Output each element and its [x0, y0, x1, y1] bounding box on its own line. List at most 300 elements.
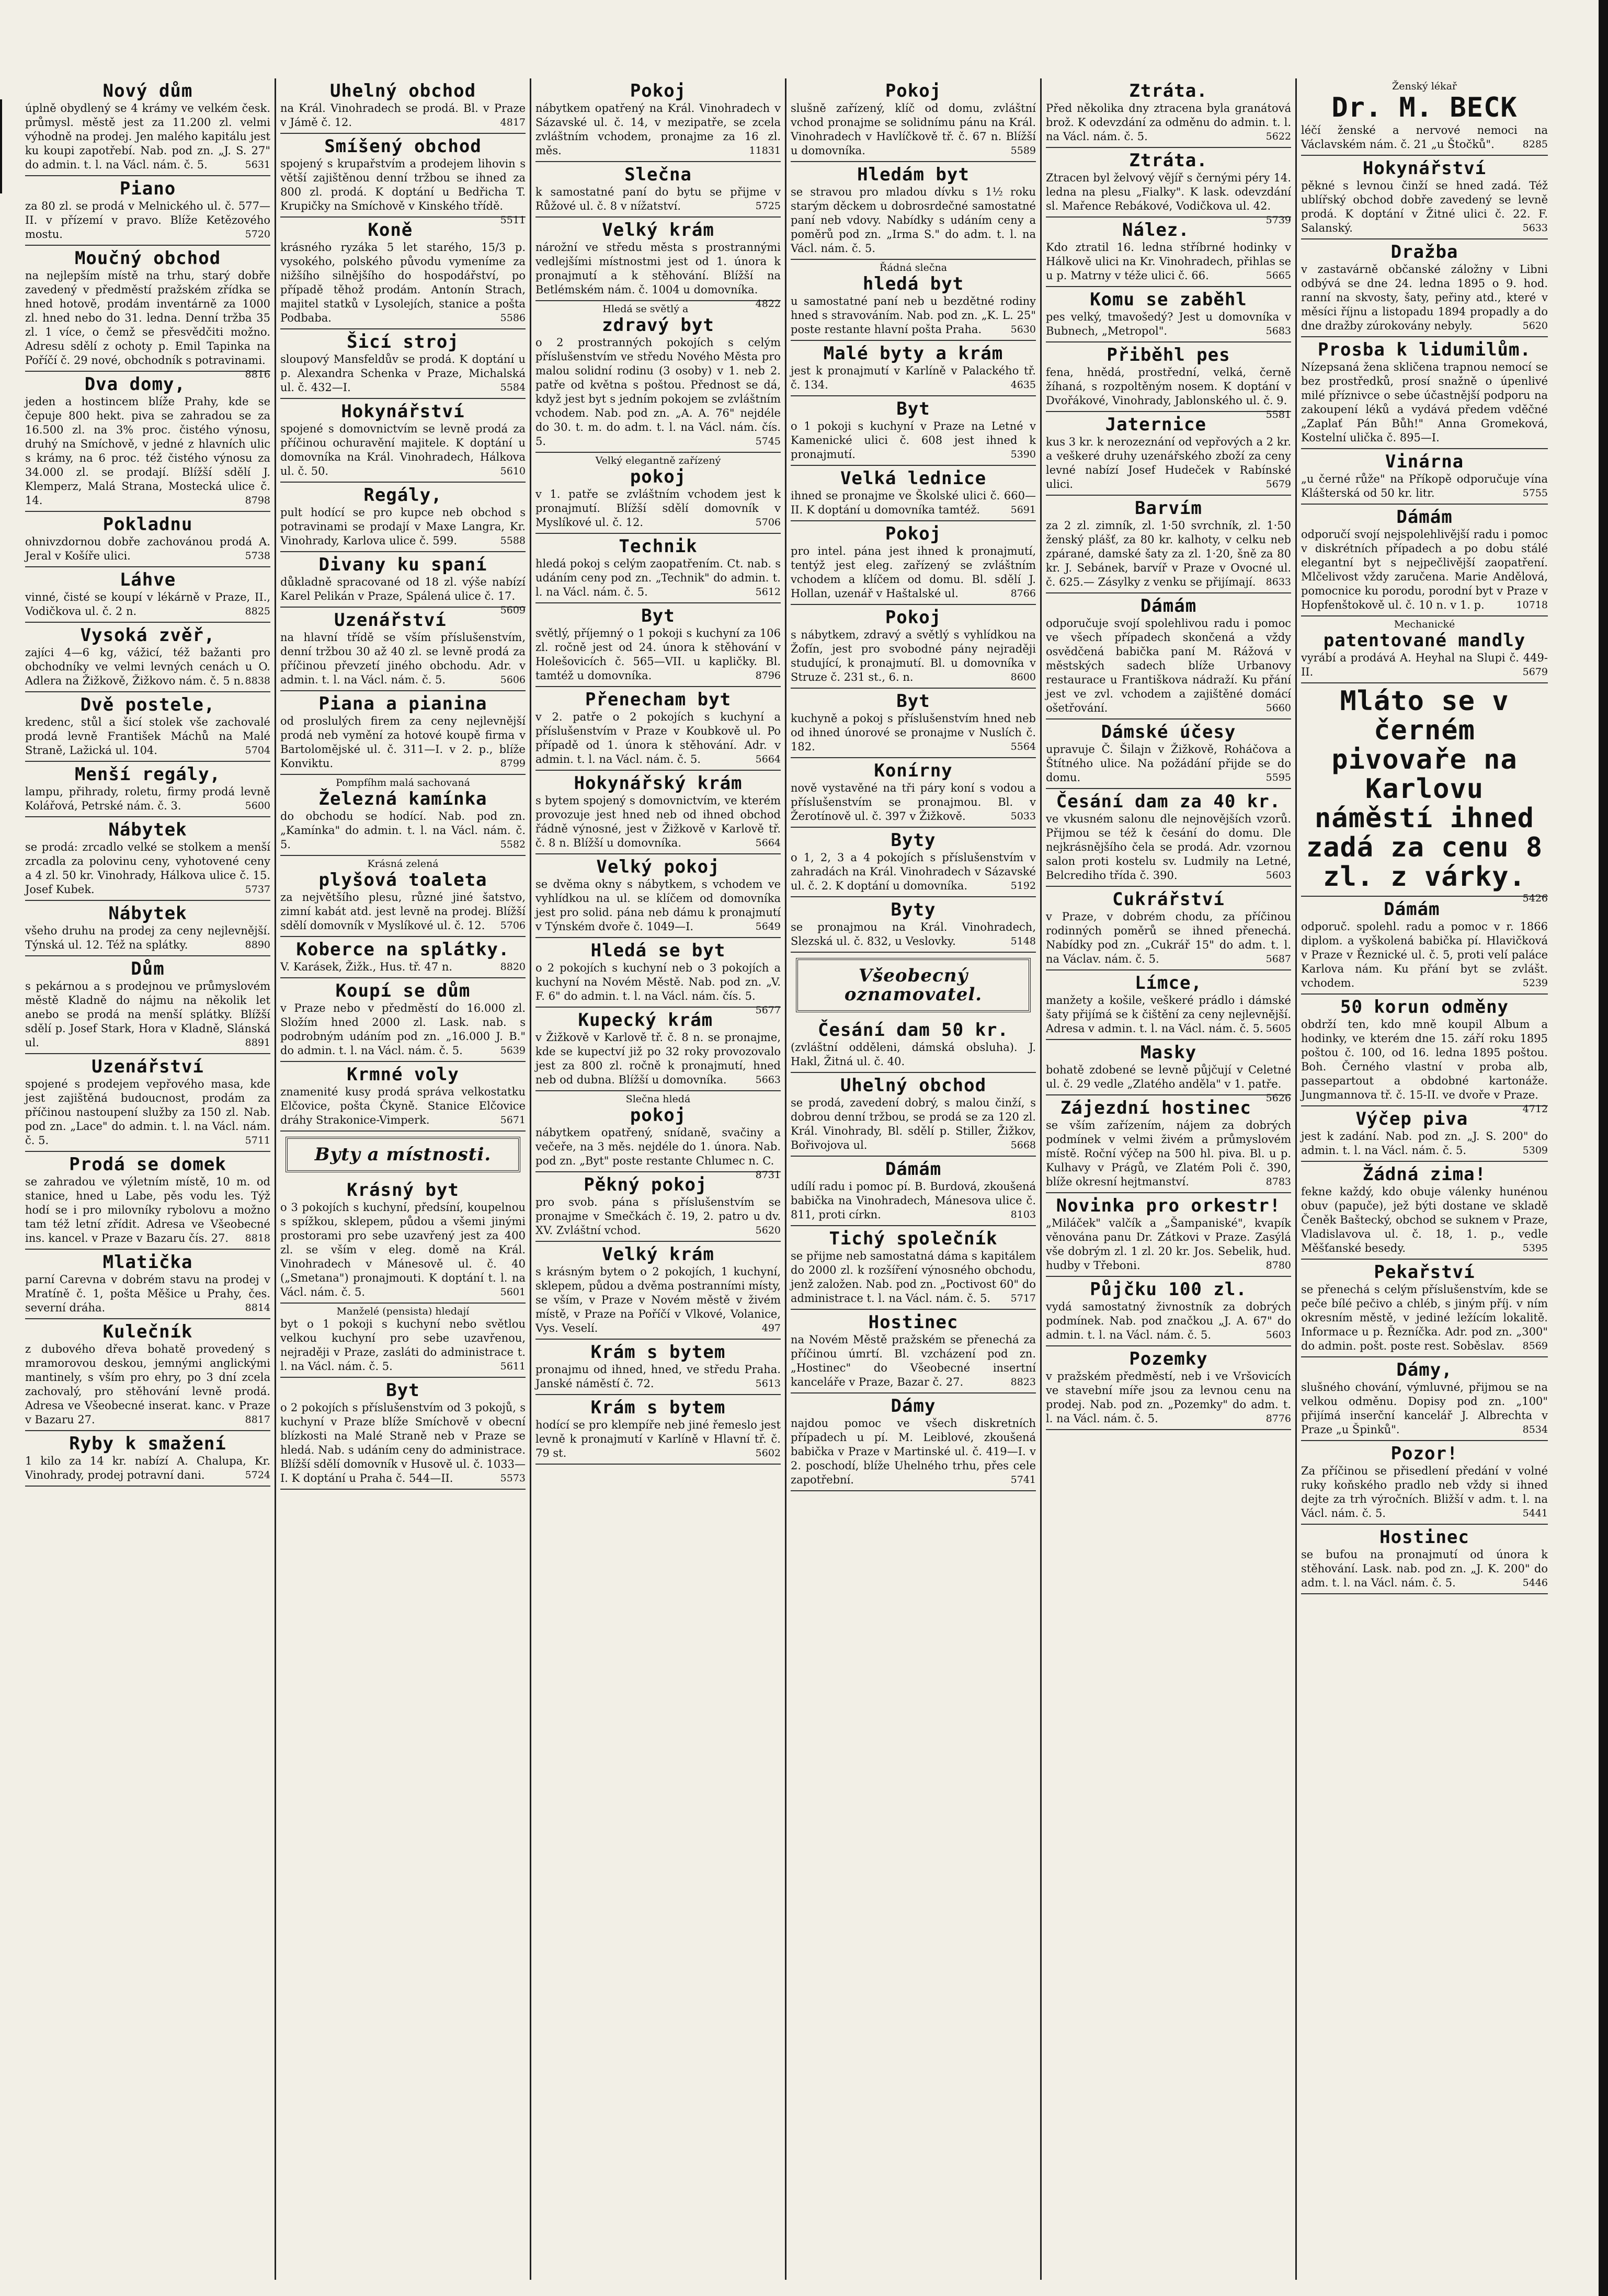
ad-number: 5738 [245, 550, 270, 562]
ad-title: Pozemky [1129, 1349, 1208, 1369]
classified-ad [535, 301, 781, 453]
ad-number: 5603 [1265, 1329, 1291, 1341]
page-edge-marks [0, 99, 13, 193]
ad-title: Technik [619, 536, 698, 557]
classified-ad [25, 246, 270, 380]
ad-number: 8766 [1010, 588, 1036, 599]
ad-title: Vinárna [1385, 451, 1464, 472]
ad-number: 5426 [1522, 893, 1548, 904]
classified-ad [535, 1340, 781, 1395]
ad-title: Nábytek [108, 819, 187, 840]
ad-number: 8780 [1265, 1260, 1291, 1271]
ad-title: Dámy, [1396, 1360, 1453, 1380]
ad-title: Dámy [891, 1396, 936, 1417]
ad-text: hledá pokoj s celým zaopatřením. Ct. nab. s udáním ceny pod zn. „Technik" do admin. t. l. na Václ. nám. č. 5. 5612 [535, 557, 781, 598]
ad-pretitle: Ženský lékař [1392, 81, 1457, 92]
ad-title: Krásný byt [347, 1180, 459, 1201]
classified-ad [791, 1018, 1036, 1073]
ad-number: 5633 [1522, 222, 1548, 234]
ad-number: 8820 [500, 961, 526, 973]
ad-title: Dům [131, 958, 165, 979]
ad-title: Nález. [1122, 220, 1190, 241]
ad-number: 5581 [1265, 409, 1291, 420]
classified-ad [280, 856, 526, 937]
ad-title: Nábytek [108, 903, 187, 924]
classified-ad [535, 1395, 781, 1465]
ad-number: 8823 [1010, 1376, 1036, 1388]
ad-number: 5192 [1010, 880, 1036, 892]
ad-title: Novinka pro orkestr! [1056, 1195, 1281, 1216]
ad-title: Kupecký krám [578, 1010, 713, 1031]
ad-title: Dr. M. BECK [1331, 92, 1518, 123]
classified-ad [791, 396, 1036, 466]
ad-title: Krám s bytem [590, 1397, 726, 1418]
ad-number: 8731 [755, 1169, 781, 1181]
ad-title: Vysoká zvěř, [80, 625, 215, 646]
ad-number: 11831 [749, 145, 781, 156]
ad-text: spojený s krupařstvím a prodejem lihovin s větší zajištěnou denní tržbou se ihned za 800 zl. prodá. K doptání u Bedřicha T. Krupičky na Smíchově v Kinského třídě. 5511 [280, 157, 526, 213]
ad-text: odporuč. spolehl. radu a pomoc v r. 1866 diplom. a vyškolená babička pí. Hlavičková v Praze v Řeznické ul. č. 5, proti velí paláce Karlova nám. Ku přání byt se zvlášt. vchodem. 5239 [1301, 920, 1548, 989]
classified-ad [791, 341, 1036, 396]
ad-title: Velká lednice [840, 468, 987, 489]
ad-title: Divany ku spaní [318, 554, 487, 575]
ad-number: 4635 [1010, 379, 1036, 391]
classified-ad [280, 78, 526, 134]
ad-text: za největšího plesu, různé jiné šatstvo, zimní kabát atd. jest levně na prodej. Blížší sdělí domovník v Myslíkové ul. č. 12. 5706 [280, 891, 526, 932]
ad-number: 5711 [245, 1135, 270, 1146]
ad-number: 5601 [500, 1286, 526, 1298]
classified-ad [1046, 78, 1291, 148]
ad-title: Pokoj [885, 607, 942, 628]
classified-ad [791, 1310, 1036, 1393]
ad-title: Slečna [624, 164, 692, 185]
ad-text: o 3 pokojích s kuchyní, předsíní, koupelnou s spížkou, sklepem, půdou a všemi jinými prostorami pro sebe uzavřený jest za 400 zl. se vším v eleg. domě na Král. Vinohradech v Mánesově ul. č. 40 („Smetana") pronajmouti. K doptání t. l. na Václ. nám. č. 5. 5601 [280, 1201, 526, 1298]
classified-ad [25, 1319, 270, 1431]
classified-ad [1046, 342, 1291, 420]
column-2 [276, 78, 531, 2280]
ad-title: Dražba [1390, 242, 1458, 262]
ad-pretitle: Manželé (pensista) hledají [336, 1306, 470, 1317]
classified-ad [1301, 897, 1548, 995]
ad-text: pro intel. pána jest ihned k pronajmutí, tentýž jest eleg. zařízený se zvláštním vchodem a klíčem od domu. Bl. sdělí J. Hollan, uzenář v Haštalské ul. 8766 [791, 545, 1036, 600]
ad-number: 5660 [1265, 702, 1291, 714]
newspaper-page [21, 78, 1595, 2280]
ad-text: k samostatné paní do bytu se přijme v Růžové ul. č. 8 v nížatství. 5725 [535, 186, 781, 212]
ad-number: 5610 [500, 465, 526, 477]
ad-title: Byty [891, 830, 936, 851]
ad-number: 5511 [500, 214, 526, 226]
ad-number: 5639 [500, 1045, 526, 1056]
ad-text: „u černé růže" na Příkopě odporučuje vína Klášterská od 50 kr. litr. 5755 [1301, 473, 1548, 499]
ad-number: 5589 [1010, 145, 1036, 156]
classified-ad [535, 687, 781, 771]
ad-title: Masky [1140, 1042, 1197, 1063]
classified-ad [791, 466, 1036, 521]
ad-number: 5613 [755, 1378, 781, 1389]
classified-ad [25, 762, 270, 817]
ad-title: Ryby k smažení [69, 1433, 226, 1454]
classified-ad [535, 1008, 781, 1091]
ad-title: Menší regály, [74, 764, 221, 785]
ad-text: na nejlepším místě na trhu, starý dobře zavedený v předměstí pražském zřídka se hned hotově, prodám inventárně za 1000 zl. hned nebo do 31. ledna. Denní tržba 35 zl. 1 více, o čemž se přesvědčiti možno. Adresu sdělí z ochoty p. Emil Tapinka na Poříčí č. 29 nové, obchodník s potravinami. 8816 [25, 269, 270, 368]
ad-title: Dvě postele, [80, 694, 215, 715]
ad-title: Uzenářství [334, 610, 447, 631]
classified-ad [791, 897, 1036, 953]
ad-text: Ztracen byl želvový vějíř s černými péry 14. ledna na plesu „Fialky". K lask. odevzdání sl. Mařence Rebákové, Vodičkova ul. 42. 5739 [1046, 171, 1291, 213]
ad-title: Piano [119, 178, 176, 199]
ad-number: 5390 [1010, 449, 1036, 460]
ad-text: s krásným bytem o 2 pokojích, 1 kuchyní, sklepem, půdou a dvěma postranními místy, se vším, v Praze v Novém městě v živém místě, v Praze na Poříčí v Vlkové, Volanice, Vys. Veselí. 497 [535, 1265, 781, 1334]
ad-text: spojené s prodejem vepřového masa, kde jest zajištěná budoucnost, prodám za příčinou nastoupení služby za 150 zl. Nab. pod zn. „Lace" do admin. t. l. na Václ. nám. č. 5. 5711 [25, 1078, 270, 1147]
ad-title: 50 korun odměny [1340, 997, 1509, 1018]
ad-number: 5611 [500, 1361, 526, 1372]
ad-title: pokoj [630, 466, 687, 487]
classified-ad [791, 1157, 1036, 1226]
ad-text: v 1. patře se zvláštním vchodem jest k pronajmutí. Blížší sdělí domovník v Myslíkové ul. č. 12. 5706 [535, 488, 781, 529]
ad-text: odporučuje svojí spolehlivou radu i pomoc ve všech případech skončená a vždy osvědčená babička paní M. Rážová v městských sadech blíže Urbanovy restaurace u Františkova nádraží. Ku přání jest ve zvl. vchodem a zajištěné domácí ošetřování. 5660 [1046, 617, 1291, 714]
ad-text: s pekárnou a s prodejnou ve průmyslovém městě Kladně do nájmu na několik let anebo se prodá na menší splátky. Blížší sdělí p. Josef Stark, Hora v Kladně, Slánská ul. 8891 [25, 980, 270, 1049]
ad-number: 4712 [1522, 1103, 1548, 1115]
ad-title: Česání dam za 40 kr. [1056, 791, 1281, 812]
classified-ad [25, 176, 270, 246]
ad-text: fena, hnědá, prostřední, velká, černě žíhaná, s rozpoltěným nosem. K doptání v Dvořákové, Vinohrady, Jablonského ul. č. 9. 5581 [1046, 365, 1291, 408]
classified-ad [25, 956, 270, 1054]
ad-number: 5582 [500, 839, 526, 850]
classified-ad [1301, 1441, 1548, 1525]
ad-text: slušně zařízený, klíč od domu, zvláštní vchod pronajme se solidnímu pánu na Král. Vinohradech v Havlíčkově tř. č. 67 n. Blížší u domovníka. 5589 [791, 102, 1036, 157]
ad-text: na Novém Městě pražském se přenechá za příčinou úmrtí. Bl. vzcházení pod zn. „Hostinec" do Všeobecné insertní kanceláře v Praze, Bazar č. 27. 8823 [791, 1333, 1036, 1388]
ad-title: Láhve [119, 569, 176, 590]
column-4 [786, 78, 1042, 2280]
ad-number: 497 [761, 1322, 781, 1334]
ad-number: 5609 [500, 604, 526, 616]
ad-number: 5441 [1522, 1507, 1548, 1519]
classified-ad [25, 1250, 270, 1319]
classified-ad [280, 483, 526, 552]
classified-ad [1301, 1260, 1548, 1357]
ad-text: odporučí svojí nejspolehlivější radu i pomoc v diskrétních případech a po dobu stálé elegantní byt s nejpečlivější zaopatření. Mlčelivost vždy zaručena. Marie Andělová, pomocnice ku porodu, porodní byt v Praze v Hopfenštokově ul. č. 10 n. v 1. p. 10718 [1301, 528, 1548, 611]
ad-number: 5691 [1010, 504, 1036, 516]
ad-pretitle: Slečna hledá [625, 1093, 691, 1105]
ad-number: 8534 [1522, 1424, 1548, 1435]
ad-text: se bufou na pronajmutí od února k stěhování. Lask. nab. pod zn. „J. K. 200" do adm. t. l. na Václ. nám. č. 5. 5446 [1301, 1548, 1548, 1589]
ad-text: pronajmu od ihned, hned, ve středu Praha. Janské náměstí č. 72. 5613 [535, 1363, 781, 1390]
ad-text: v Praze nebo v předměstí do 16.000 zl. Složím hned 2000 zl. Lask. nab. s podrobným udáním pod zn. „16.000 J. B." do admin. t. l. na Václ. nám. č. 5. 5639 [280, 1002, 526, 1057]
ad-number: 5720 [245, 229, 270, 240]
ad-text: světlý, příjemný o 1 pokoji s kuchyní za 106 zl. ročně jest od 24. února k stěhování v Holešovicích č. 565—VII. u kapličky. Bl. tamtéž u domovníka. 8796 [535, 627, 781, 682]
ad-text: se přenechá s celým příslušenstvím, kde se peče bílé pečivo a chléb, s jiným příj. v ním okresním městě, v jediné ležícím lokalitě. Informace u p. Řezníčka. Adr. pod zn. „300" do admin. pošt. poste rest. Soběslav. 8569 [1301, 1283, 1548, 1352]
classified-ad [791, 1226, 1036, 1310]
ad-text: parní Carevna v dobrém stavu na prodej v Mratíně č. 1, pošta Měšice u Prahy, čes. severní dráha. 8814 [25, 1273, 270, 1314]
ad-text: za 2 zl. zimník, zl. 1·50 svrchník, zl. 1·50 ženský plášť, za 80 kr. kalhoty, v celku neb zpárané, damské šaty za zl. 1·20, šně za 80 kr. J. Sebánek, barvíř v Praze v Ovocné ul. č. 625.— Zásylky z venku se přijímají. 8633 [1046, 519, 1291, 588]
ad-title: Piana a pianina [318, 693, 487, 714]
classified-ad [1301, 1106, 1548, 1162]
classified-ad [280, 399, 526, 483]
ad-number: 10718 [1516, 599, 1548, 611]
ad-text: bohatě zdobené se levně půjčují v Celetné ul. č. 29 vedle „Zlatého anděla" v 1. patře. 5626 [1046, 1063, 1291, 1091]
classified-ad [25, 1431, 270, 1487]
classified-ad [535, 534, 781, 603]
ad-pretitle: Krásná zelená [367, 858, 439, 870]
ad-text: fekne každý, kdo obuje válenky hunénou obuv (papuče), jež býti dostane ve skladě Čeněk Baštecký, obchod se suknem v Praze, Vladislavova ul. č. 18, 1. p., vedle Měšťanské besedy. 5395 [1301, 1185, 1548, 1254]
ad-title: Dámám [1396, 507, 1453, 528]
ad-text: se prodá, zavedení dobrý, s malou činží, s dobrou denní tržbou, se prodá se za 120 zl. Král. Vinohrady, Bl. sdělí p. Stiller, Žižkov, Bořivojova ul. 5668 [791, 1096, 1036, 1151]
classified-ad [1301, 1162, 1548, 1260]
column-1 [21, 78, 276, 2280]
ad-text: o 1 pokoji s kuchyní v Praze na Letné v Kamenické ulici č. 608 jest ihned k pronajmutí. 5390 [791, 420, 1036, 461]
ad-title: Byt [386, 1380, 420, 1401]
ad-text: u samostatné paní neb u bezdětné rodiny hned s stravováním. Nab. pod zn. „K. L. 25" poste restante hlavní pošta Praha. 5630 [791, 295, 1036, 336]
ad-title: Jaternice [1105, 414, 1206, 435]
ad-text: kus 3 kr. k nerozeznání od vepřových a 2 kr. a veškeré druhy uzenářského zboží za ceny levné nabízí Josef Hudeček v Rabínské ulici. 5679 [1046, 436, 1291, 490]
ad-title: Hledám byt [857, 164, 970, 185]
classified-ad [25, 78, 270, 176]
ad-text: nábytkem opatřený na Král. Vinohradech v Sázavské ul. č. 14, v mezipatře, se zcela zvláštním vchodem, pronajme za 16 zl. měs. 11831 [535, 102, 781, 157]
ad-number: 5584 [500, 382, 526, 393]
ad-text: v Praze, v dobrém chodu, za příčinou rodinných poměrů se ihned přenechá. Nabídky pod zn. „Cukrář 15" do adm. t. l. na Václav. nám. č. 5. 5687 [1046, 910, 1291, 965]
classified-ad [1046, 148, 1291, 226]
ad-title: Pěkný pokoj [584, 1174, 708, 1195]
ad-text: znamenité kusy prodá správa velkostatku Elčovice, pošta Čkyně. Stanice Elčovice dráhy Strakonice-Vimperk. 5671 [280, 1086, 526, 1126]
ad-number: 8569 [1522, 1340, 1548, 1352]
column-6 [1297, 78, 1552, 2280]
ad-text: o 2 prostranných pokojích s celým příslušenstvím ve středu Nového Města pro malou solidní rodinu (3 osoby) v 1. neb 2. patře od května s poštou. Přednost se dá, když jest byt s jedním pokojem se zvláštním vchodem. Nab. pod zn. „A. A. 76" nejdéle do 30. t. m. do adm. t. l. na Václ. nám. čís. 5. 5745 [535, 336, 781, 448]
classified-ad [796, 958, 1031, 1012]
classified-ad [535, 1091, 781, 1181]
ad-number: 5620 [1522, 320, 1548, 332]
ad-title: Uhelný obchod [329, 81, 476, 101]
ad-text: kredenc, stůl a šicí stolek vše zachovalé prodá levně František Máchů na Malé Straně, Lažická ul. 104. 5704 [25, 716, 270, 757]
ad-number: 5630 [1010, 324, 1036, 335]
ad-text: jeden a hostincem blíže Prahy, kde se čepuje 800 hekt. piva se zahradou se za 16.500 zl. na 3% proc. čistého výnosu, druhý na Smíchově, v jedné z hlavních ulic s krámy, na 6 proc. též čistého výnosu za 34.000 zl. se prodají. Blížší sdělí J. Klemperz, Malá Strana, Mostecká ulice č. 14. 8798 [25, 395, 270, 507]
ad-text: vydá samostatný živnostník za dobrých podmínek. Nab. pod značkou „J. A. 67" do admin. t. l. na Václ. nám. č. 5. 5603 [1046, 1300, 1291, 1341]
ad-number: 5600 [245, 800, 270, 812]
ad-title: Límce, [1135, 973, 1202, 993]
classified-ad [791, 605, 1036, 689]
ad-text: z dubového dřeva bohatě provedený s mramorovou deskou, jemnými anglickými mantinely, s vším pro ehry, po 3 dní zcela zachovalý, pro stěhování levně prodá. Adresa ve Všeobecné inserat. kanc. v Praze v Bazaru 27. 8817 [25, 1343, 270, 1426]
classified-ad [1301, 616, 1548, 683]
classified-ad [25, 372, 270, 512]
classified-ad [1301, 995, 1548, 1115]
ad-pretitle: Hledá se světlý a [602, 303, 689, 315]
ad-title: Koupí se dům [335, 980, 471, 1001]
ad-title: Barvím [1135, 498, 1202, 519]
ad-title: Pokoj [885, 523, 942, 544]
classified-ad [280, 1304, 526, 1378]
ad-text: s bytem spojený s domovnictvím, ve kterém provozuje jest hned neb od ihned obchod řádně výnosné, jest v Žižkově v Karlově tř. č. 8 n. Blížší u domovníka. 5664 [535, 794, 781, 849]
classified-ad [1046, 1040, 1291, 1104]
ad-text: „Miláček" valčík a „Šampaniské", kvapík věnována panu Dr. Zátkovi v Praze. Zasýlá vše dobrým zl. 1 zl. 20 kr. Jos. Sebelik, hud. hudby v Třeboni. 8780 [1046, 1217, 1291, 1272]
ad-text: důkladně spracované od 18 zl. výše nabízí Karel Pelikán v Praze, Spálená ulice č. 17. 5609 [280, 575, 526, 603]
ad-number: 8891 [245, 1037, 270, 1048]
ad-pretitle: Pompfíhm malá sachovaná [336, 777, 470, 789]
ad-title: Ztráta. [1129, 81, 1208, 101]
ad-number: 5679 [1522, 666, 1548, 678]
ad-number: 5239 [1522, 977, 1548, 989]
classified-ad [791, 260, 1036, 341]
ad-number: 5717 [1010, 1293, 1036, 1304]
classified-ad [1046, 412, 1291, 496]
ad-title: Mláto se v černém pivovaře na Karlovu náměstí ihned zadá za cenu 8 zl. z várky. [1306, 686, 1543, 893]
classified-ad [25, 1054, 270, 1152]
ad-title: Uzenářství [92, 1056, 204, 1077]
ad-number: 5631 [245, 159, 270, 170]
ad-title: Konírny [874, 760, 953, 781]
ad-text: pult hodící se pro kupce neb obchod s potravinami se prodají v Maxe Langra, Kr. Vinohrady, Karlova ulice č. 599. 5588 [280, 506, 526, 547]
ad-text: hodící se pro klempíře neb jiné řemeslo jest levně k pronajmutí v Karlíně v Hlavní tř. č. 79 st. 5602 [535, 1419, 781, 1459]
classified-ad [791, 689, 1036, 758]
classified-ad [791, 1393, 1036, 1491]
ad-number: 8825 [245, 606, 270, 617]
ad-title: Pozor! [1390, 1443, 1458, 1464]
classified-ad [286, 1137, 520, 1172]
ad-number: 5588 [500, 535, 526, 546]
ad-number: 5706 [755, 517, 781, 528]
ad-title: Hokynářství [1362, 158, 1487, 179]
ad-text: pes velký, tmavošedý? Jest u domovníka v Bubnech, „Metropol". 5683 [1046, 311, 1291, 337]
ad-number: 8818 [245, 1232, 270, 1244]
ad-text: ve vkusném salonu dle nejnovějších vzorů. Přijmou se též k česání do domu. Dle nejkrásnějšího čela se prodá. Adr. vzornou salon proti kostelu sv. Ludmily na Letné, Belcrediho třída č. 390. 5603 [1046, 813, 1291, 882]
ad-text: upravuje Č. Šilajn v Žižkově, Roháčova a Štítného ulice. Na požádání přijde se do domu. 5595 [1046, 743, 1291, 784]
ad-title: Přenecham byt [585, 689, 732, 710]
ad-text: ihned se pronajme ve Školské ulici č. 660—II. K doptání u domovníka tamtéž. 5691 [791, 489, 1036, 516]
ad-number: 5626 [1265, 1092, 1291, 1104]
ad-text: léčí ženské a nervové nemoci na Václavském nám. č. 21 „u Štočků". 8285 [1301, 124, 1548, 151]
ad-number: 8817 [245, 1414, 270, 1425]
ad-text: sloupový Mansfeldův se prodá. K doptání u p. Alexandra Schenka v Praze, Michalská ul. č. 432—I. 5584 [280, 353, 526, 394]
ad-text: jest k zadání. Nab. pod zn. „J. S. 200" do admin. t. l. na Václ. nám. č. 5. 5309 [1301, 1130, 1548, 1157]
ad-text: pěkné s levnou činží se hned zadá. Též ublířský obchod dobře zavedený se levně prodá. K doptání v Žitné ulici č. 22. F. Salanský. 5633 [1301, 179, 1548, 234]
ad-title: Cukrářství [1112, 889, 1225, 910]
ad-title: Krmné voly [347, 1064, 459, 1085]
ad-text: s nábytkem, zdravý a světlý s vyhlídkou na Žofín, jest pro svobodné pány nejraději studující, k pronajmutí. Bl. u domovníka v Struze č. 231 st., 6. n. 8600 [791, 629, 1036, 683]
classified-ad [1046, 287, 1291, 342]
classified-ad [25, 692, 270, 762]
ad-text: spojené s domovnictvím se levně prodá za příčinou ochuravění majitele. K doptání u domovníka na Král. Vinohradech, Hálkova ul. č. 50. 5610 [280, 422, 526, 477]
ad-title: patentované mandly [1323, 630, 1526, 651]
ad-number: 5148 [1010, 935, 1036, 947]
ad-number: 8838 [245, 675, 270, 687]
ad-title: Pokoj [885, 81, 942, 101]
ad-text: Za příčinou se přisedlení předání v volné ruky koňského pradlo neb vždy si ihned dejte za trh výročních. Bližší v adm. t. l. na Václ. nám. č. 5. 5441 [1301, 1465, 1548, 1520]
ad-number: 5704 [245, 745, 270, 756]
ad-title: Hokynářství [341, 401, 465, 422]
ad-text: Kdo ztratil 16. ledna stříbrné hodinky v Hálkově ulici na Kr. Vinohradech, přihlas se u p. Matrny v téže ulici č. 66. 5665 [1046, 241, 1291, 282]
classified-ad [1301, 156, 1548, 239]
ad-number: 5677 [755, 1004, 781, 1016]
ad-number: 5739 [1265, 214, 1291, 226]
ad-title: Hostinec [1379, 1527, 1469, 1548]
classified-ad [535, 854, 781, 938]
ad-title: Malé byty a krám [823, 343, 1003, 364]
classified-ad [280, 1378, 526, 1490]
ad-text: vyrábí a prodává A. Heyhal na Slupi č. 449-II. 5679 [1301, 652, 1548, 678]
classified-ad [535, 78, 781, 162]
ad-text: se dvěma okny s nábytkem, s vchodem ve vyhlídkou na ul. se klíčem od domovníka jest pro solid. pána neb dámu k pronajmutí v Týnském dvoře č. 1049—I. 5649 [535, 878, 781, 933]
ad-text: v Žižkově v Karlově tř. č. 8 n. se pronajme, kde se kupectví již po 32 roky provozovalo jest za 800 zl. ročně k pronajmutí, hned neb od dubna. Blížší u domovníka. 5663 [535, 1031, 781, 1086]
ad-title: zdravý byt [602, 315, 714, 336]
ad-number: 5564 [1010, 741, 1036, 752]
ad-title: Přiběhl pes [1107, 345, 1230, 365]
classified-ad [1301, 683, 1548, 904]
ad-title: Koberce na splátky. [296, 939, 510, 960]
classified-ad [1301, 78, 1548, 156]
ad-text: nově vystavěné na tři páry koní s vodou a příslušenstvím se pronajmou. Bl. v Žerotínově ul. č. 397 v Žižkově. 5033 [791, 782, 1036, 823]
ad-title: Smíšený obchod [324, 136, 482, 157]
ad-number: 5724 [245, 1469, 270, 1481]
ad-number: 5573 [500, 1472, 526, 1484]
classified-ad [535, 938, 781, 1016]
ad-number: 5664 [755, 837, 781, 849]
classified-ad [280, 691, 526, 775]
ad-text: ohnivzdornou dobře zachovánou prodá A. Jeral v Košíře ulici. 5738 [25, 535, 270, 562]
ad-number: 8890 [245, 939, 270, 951]
ad-text: všeho druhu na prodej za ceny nejlevnější. Týnská ul. 12. Též na splátky. 8890 [25, 924, 270, 951]
ad-number: 5679 [1265, 478, 1291, 490]
ad-text: se pronajmou na Král. Vinohradech, Slezská ul. č. 832, u Veslovky. 5148 [791, 921, 1036, 947]
classified-ad [1046, 970, 1291, 1040]
ad-title: Dámské účesy [1101, 722, 1236, 743]
ad-title: Byt [641, 606, 675, 626]
ad-title: pokoj [630, 1105, 687, 1126]
ad-number: 5605 [1265, 1023, 1291, 1034]
ad-number: 5745 [755, 436, 781, 447]
classified-ad [1301, 505, 1548, 616]
classified-ad [1046, 887, 1291, 970]
ad-title: Česání dam 50 kr. [818, 1020, 1009, 1041]
ad-title: Pekařství [1374, 1262, 1475, 1283]
ad-number: 8783 [1265, 1176, 1291, 1187]
ad-text: slušného chování, výmluvné, přijmou se na velkou odměnu. Dopisy pod zn. „100" přijímá inserční kancelář J. Albrechta v Praze „u Špinků". 8534 [1301, 1381, 1548, 1436]
ad-pretitle: Mechanické [1394, 619, 1455, 630]
ad-text: nárožní ve středu města s prostrannými vedlejšími místnostmi jest od 1. února k pronajmutí a k stěhování. Blížší na Betlémském nám. č. 1004 u domovníka. 4822 [535, 241, 781, 297]
ad-title: Hostinec [868, 1312, 959, 1333]
ad-text: úplně obydlený se 4 krámy ve velkém česk. průmysl. městě jest za 11.200 zl. velmi výhodně na prodej. Jen malého kapitálu jest ku koupi zapotřebí. Nab. pod zn. „J. S. 27" do admin. t. l. na Václ. nám. č. 5. 5631 [25, 102, 270, 171]
ad-title: Všeobecný oznamovatel. [844, 965, 983, 1005]
ad-number: 5602 [755, 1447, 781, 1459]
ad-number: 5649 [755, 921, 781, 932]
ad-text: lampu, přihrady, roletu, firmy prodá levně Kolářová, Petrské nám. č. 3. 5600 [25, 785, 270, 812]
ad-title: Ztráta. [1129, 150, 1208, 171]
ad-number: 8799 [500, 758, 526, 769]
ad-number: 5683 [1265, 325, 1291, 337]
ad-title: Pokoj [630, 81, 687, 101]
ad-text: se přijme neb samostatná dáma s kapitálem do 2000 zl. k rozšíření výnosného obchodu, jenž založen. Nab. pod zn. „Poctivost 60" do administrace t. l. na Václ. nám. č. 5. 5717 [791, 1250, 1036, 1305]
classified-ad [791, 162, 1036, 260]
classified-ad [280, 552, 526, 616]
classified-ad [791, 828, 1036, 897]
ad-number: 5706 [500, 920, 526, 931]
column-5 [1042, 78, 1297, 2280]
ad-number: 5671 [500, 1114, 526, 1126]
classified-ad [1046, 1277, 1291, 1346]
ad-title: Zájezdní hostinec [1060, 1098, 1251, 1118]
classified-ad [535, 771, 781, 854]
classified-ad [25, 567, 270, 623]
ad-text: za 80 zl. se prodá v Melnického ul. č. 577—II. v přízemí v pravo. Blíže Ketězového mostu. 5720 [25, 200, 270, 241]
ad-text: se vším zařízením, nájem za dobrých podmínek v velmi živém a průmyslovém místě. Roční výčep na 500 hl. piva. Bl. u p. Kulhavy v Prágů, ve Zlatém Poli č. 390, blíže okresní hejtmanství. 8783 [1046, 1119, 1291, 1188]
ad-text: nábytkem opatřený, snídaně, svačiny a večeře, na 3 měs. nejdéle do 1. února. Nab. pod zn. „Byt" poste restante Chlumec n. C. 8731 [535, 1126, 781, 1168]
classified-ad [25, 623, 270, 692]
ad-text: do obchodu se hodící. Nab. pod zn. „Kamínka" do admin. t. l. na Václ. nám. č. 5. 5582 [280, 810, 526, 851]
ad-text: byt o 1 pokoji s kuchyní nebo světlou velkou kuchyní pro sebe uzavřenou, nejraději v Praze, zasláti do administrace t. l. na Václ. nám. č. 5. 5611 [280, 1318, 526, 1373]
classified-ad [25, 1152, 270, 1250]
ad-title: Půjčku 100 zl. [1090, 1279, 1247, 1300]
classified-ad [25, 901, 270, 956]
ad-text: najdou pomoc ve všech diskretních případech u pí. M. Leiblové, zkoušená babička v Praze v Martinské ul. č. 419—I. v 2. poschodí, blíže Uhelného trhu, přes cele zapotřební. 5741 [791, 1417, 1036, 1486]
ad-number: 8814 [245, 1302, 270, 1313]
ad-text: o 2 pokojích s kuchyní neb o 3 pokojích a kuchyní na Novém Městě. Nab. pod zn. „V. F. 6" do admin. t. l. na Václ. nám. čís. 5. 5677 [535, 961, 781, 1003]
